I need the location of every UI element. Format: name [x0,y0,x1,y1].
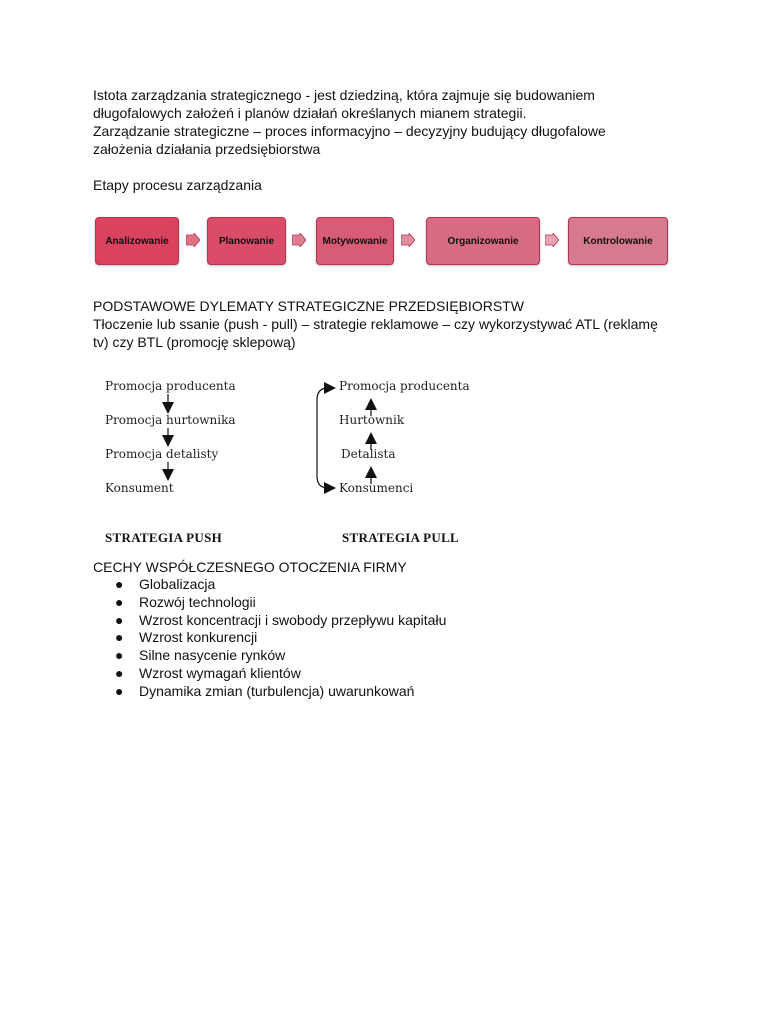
pull-item-1: Promocja producenta [339,379,470,393]
bullet-icon: ● [115,647,124,664]
pull-title: STRATEGIA PULL [342,530,460,545]
push-item-3: Promocja detalisty [105,447,219,461]
step-planowanie: Planowanie [207,217,286,265]
list-item: ● Silne nasycenie rynków [115,647,286,664]
push-pull-diagram [100,374,500,554]
arrow-right-icon [186,233,200,247]
list-item: ● Globalizacja [115,576,216,592]
intro-line-3: Zarządzanie strategiczne – proces informacyjno – decyzyjny budujący długofalowe [93,123,606,139]
stages-heading: Etapy procesu zarządzania [93,177,262,193]
bullet-icon: ● [115,682,124,699]
intro-line-2: długofalowych założeń i planów działań określanych mianem strategii. [93,105,527,121]
list-item: ● Wzrost konkurencji [115,629,258,646]
arrow-right-icon [292,233,306,247]
dilemmas-section [93,297,693,351]
pull-item-2: Hurtownik [339,413,405,427]
features-section [93,558,693,701]
push-title: STRATEGIA PUSH [105,530,223,545]
features-list [93,576,693,701]
intro-section [93,86,693,194]
intro-line-4: założenia działania przedsiębiorstwa [93,141,321,157]
pull-item-4: Konsumenci [339,481,414,495]
bullet-icon: ● [115,576,124,592]
dilemmas-line-2: tv) czy BTL (promocję sklepową) [93,334,296,350]
push-pull-arrows [100,374,500,554]
list-item: ● Wzrost koncentracji i swobody przepływu kapitału [115,611,447,628]
push-arrows [162,394,174,481]
step-organizowanie: Organizowanie [426,217,540,265]
push-item-2: Promocja hurtownika [105,413,236,427]
pull-arrows [317,382,377,494]
bullet-icon: ● [115,593,124,610]
list-item: ● Rozwój technologii [115,593,256,610]
arrow-right-icon [401,233,415,247]
dilemmas-heading: PODSTAWOWE DYLEMATY STRATEGICZNE PRZEDSIĘBIORSTW [93,298,524,314]
bullet-icon: ● [115,664,124,681]
process-flow [95,217,675,267]
arrow-right-icon [545,233,559,247]
push-item-4: Konsument [105,481,174,495]
bullet-icon: ● [115,629,124,646]
list-item: ● Wzrost wymagań klientów [115,664,301,681]
pull-item-3: Detalista [341,447,396,461]
push-item-1: Promocja producenta [105,379,236,393]
bullet-icon: ● [115,611,124,628]
step-motywowanie: Motywowanie [316,217,394,265]
list-item: ● Dynamika zmian (turbulencja) uwarunkowań [115,682,415,699]
step-kontrolowanie: Kontrolowanie [568,217,668,265]
dilemmas-line-1: Tłoczenie lub ssanie (push - pull) – strategie reklamowe – czy wykorzystywać ATL (reklamę [93,316,658,332]
features-heading: CECHY WSPÓŁCZESNEGO OTOCZENIA FIRMY [93,559,407,575]
intro-line-1: Istota zarządzania strategicznego - jest dziedziną, która zajmuje się budowaniem [93,87,595,103]
step-analizowanie: Analizowanie [95,217,179,265]
